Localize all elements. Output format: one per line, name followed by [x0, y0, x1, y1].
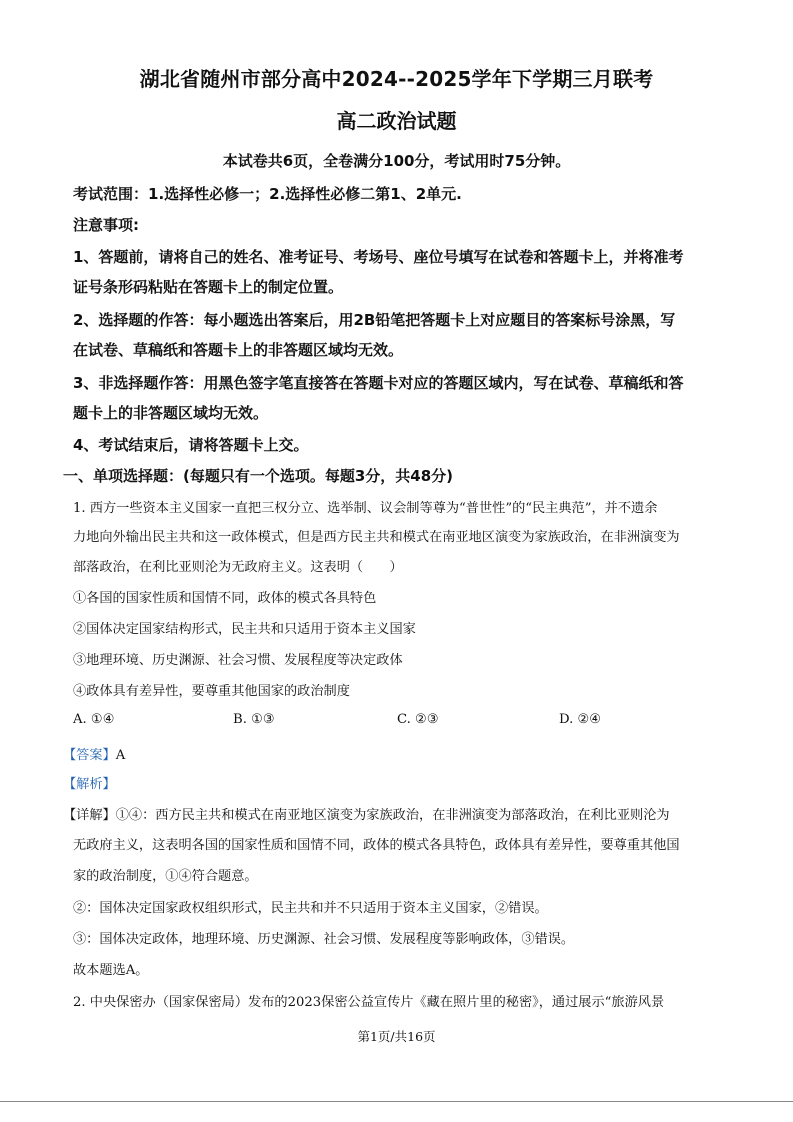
page-number: 第1页/共16页: [357, 1029, 436, 1044]
statement-item: ②国体决定国家结构形式，民主共和只适用于资本主义国家: [73, 622, 416, 637]
question-stem-line: 1. 西方一些资本主义国家一直把三权分立、选举制、议会制等尊为“普世性”的“民主典范”，并不遗余: [73, 501, 658, 516]
answer-options: [73, 712, 733, 732]
question-stem-line: 2. 中央保密办（国家保密局）发布的2023保密公益宣传片《藏在照片里的秘密》，通过展示“旅游风景: [73, 995, 665, 1010]
detail-line: 故本题选A。: [73, 963, 149, 978]
exam-subtitle: 高二政治试题: [336, 109, 457, 133]
detail-text: ①④：西方民主共和模式在南亚地区演变为家族政治，在非洲演变为部落政治，在利比亚则沦为: [115, 808, 670, 823]
note-line: 4、考试结束后，请将答题卡上交。: [73, 436, 309, 454]
section-heading: 一、单项选择题：(每题只有一个选项。每题3分，共48分): [63, 467, 454, 485]
exam-scope: 考试范围：1.选择性必修一；2.选择性必修二第1、2单元.: [73, 185, 462, 203]
detail-line: [63, 804, 723, 823]
option-d: D. ②④: [559, 712, 602, 727]
page-divider: [0, 1101, 793, 1102]
statement-item: ①各国的国家性质和国情不同，政体的模式各具特色: [73, 591, 377, 606]
statement-item: ④政体具有差异性，要尊重其他国家的政治制度: [73, 684, 350, 699]
note-line: 3、非选择题作答：用黑色签字笔直接答在答题卡对应的答题区域内，写在试卷、草稿纸和答: [73, 374, 684, 392]
note-line: 2、选择题的作答：每小题选出答案后，用2B铅笔把答题卡上对应题目的答案标号涂黑，写: [73, 311, 676, 329]
notes-heading: 注意事项:: [73, 216, 139, 234]
note-line: 在试卷、草稿纸和答题卡上的非答题区域均无效。: [73, 341, 404, 359]
detail-label: 【详解】: [63, 808, 116, 823]
question-stem-line: 力地向外输出民主共和这一政体模式，但是西方民主共和模式在南亚地区演变为家族政治，在非洲演变为: [73, 530, 680, 545]
exam-title: 湖北省随州市部分高中2024--2025学年下学期三月联考: [139, 67, 654, 91]
option-c: C. ②③: [397, 712, 439, 727]
analysis-label: 【解析】: [63, 777, 116, 792]
note-line: 题卡上的非答题区域均无效。: [73, 404, 269, 422]
statement-item: ③地理环境、历史渊源、社会习惯、发展程度等决定政体: [73, 653, 403, 668]
detail-line: ③：国体决定政体，地理环境、历史渊源、社会习惯、发展程度等影响政体，③错误。: [73, 932, 575, 947]
exam-info: 本试卷共6页，全卷满分100分，考试用时75分钟。: [222, 152, 571, 170]
note-line: 证号条形码粘贴在答题卡上的制定位置。: [73, 278, 344, 296]
detail-line: ②：国体决定国家政权组织形式，民主共和并不只适用于资本主义国家，②错误。: [73, 901, 548, 916]
answer-line: [63, 744, 723, 763]
option-b: B. ①③: [233, 712, 275, 727]
detail-line: 家的政治制度，①④符合题意。: [73, 869, 258, 884]
note-line: 1、答题前，请将自己的姓名、准考证号、考场号、座位号填写在试卷和答题卡上，并将准考: [73, 248, 684, 266]
detail-line: 无政府主义，这表明各国的国家性质和国情不同，政体的模式各具特色，政体具有差异性，要尊重其他国: [73, 838, 680, 853]
answer-value: A: [115, 748, 126, 763]
question-stem-line: 部落政治，在利比亚则沦为无政府主义。这表明（ ）: [73, 560, 403, 575]
option-a: A. ①④: [73, 712, 115, 727]
answer-label: 【答案】: [63, 748, 116, 763]
